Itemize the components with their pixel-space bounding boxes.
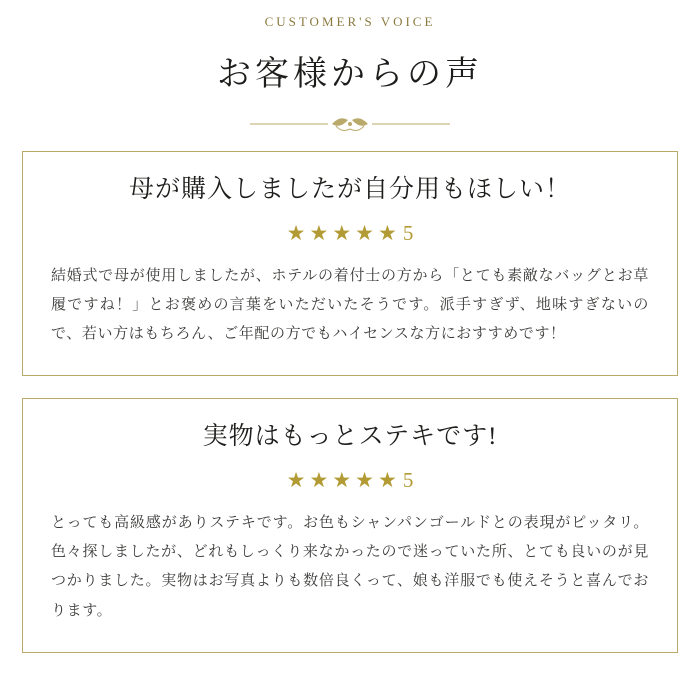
- review-score: 5: [402, 220, 414, 245]
- review-title: 母が購入しましたが自分用もほしい！: [128, 176, 571, 203]
- page-header: [0, 0, 700, 135]
- star-icons: ★★★★★: [286, 220, 401, 245]
- review-card: [22, 151, 678, 376]
- review-rating: [51, 468, 649, 493]
- review-body: とっても高級感がありステキです。お色もシャンパンゴールドとの表現がピッタリ。色々探しましたが、どれもしっくり来なかったので迷っていた所、とても良いのが見つかりました。実物はお写真よりも数倍良くって、娘も洋服でも使えそうと喜んでおります。: [51, 514, 649, 619]
- flourish-divider-icon: [0, 113, 700, 135]
- review-rating: [51, 221, 649, 246]
- star-icons: ★★★★★: [286, 467, 401, 492]
- review-score: 5: [402, 467, 414, 492]
- review-card: [22, 398, 678, 653]
- reviews-list: [0, 151, 700, 653]
- review-body: 結婚式で母が使用しましたが、ホテルの着付士の方から「とても素敵なバッグとお草履ですね！」とお褒めの言葉をいただいたそうです。派手すぎず、地味すぎないので、若い方はもちろん、ご年配の方でもハイセンスな方におすすめです！: [51, 267, 649, 342]
- section-eyebrow: CUSTOMER'S VOICE: [264, 14, 436, 29]
- review-title: 実物はもっとステキです!: [202, 423, 498, 451]
- page-title: お客様からの声: [217, 56, 483, 93]
